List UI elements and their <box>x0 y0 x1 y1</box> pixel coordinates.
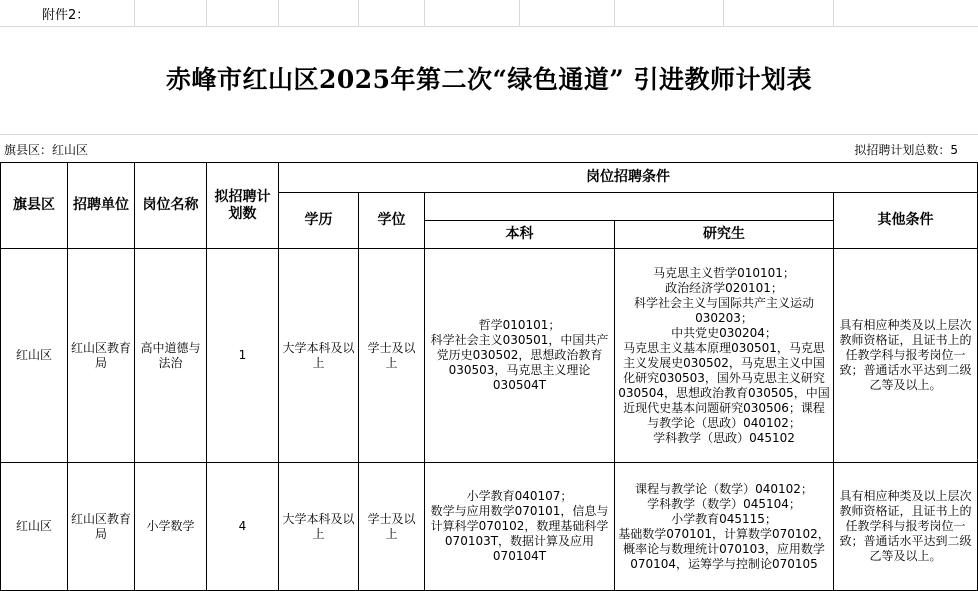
header-conditions: 岗位招聘条件 <box>279 163 978 193</box>
info-strip <box>0 134 978 163</box>
cell-graduate-majors: 课程与教学论（数学）040102； 学科教学（数学）045104； 小学教育045115； 基础数学070101，计算数学070102，概率论与数理统计070103，应用数学070104，运筹学与控制论070105 <box>615 463 834 591</box>
header-county: 旗县区 <box>1 163 68 249</box>
header-degree: 学位 <box>359 193 425 249</box>
table-row <box>1 463 978 591</box>
cell-count: 4 <box>207 463 279 591</box>
header-undergrad: 本科 <box>425 221 615 249</box>
cell-degree: 学士及以上 <box>359 463 425 591</box>
page-title: 赤峰市红山区2025年第二次“绿色通道” 引进教师计划表 <box>165 65 813 94</box>
cell-undergrad-majors: 小学教育040107； 数学与应用数学070101，信息与计算科学070102，数理基础科学070103T，数据计算及应用070104T <box>425 463 615 591</box>
cell-county: 红山区 <box>1 249 68 463</box>
cell-undergrad-majors: 哲学010101； 科学社会主义030501，中国共产党历史030502，思想政治教育030503，马克思主义理论030504T <box>425 249 615 463</box>
cell-county: 红山区 <box>1 463 68 591</box>
table-row <box>1 249 978 463</box>
cell-unit: 红山区教育局 <box>68 249 135 463</box>
header-count: 拟招聘计划数 <box>207 163 279 249</box>
cell-graduate-majors: 马克思主义哲学010101； 政治经济学020101； 科学社会主义与国际共产主义运动030203； 中共党史030204； 马克思主义基本原理030501，马克思主义发展史030502，马克思主义中国化研究030503，国外马克思主义研究030504，思想政治教育030505，中国近现代史基本问题研究030506；课程与教学论（思政）040102； 学科教学（思政）045102 <box>615 249 834 463</box>
top-gridline-strip <box>0 0 978 27</box>
cell-other-conditions: 具有相应种类及以上层次教师资格证，且证书上的任教学科与报考岗位一致；普通话水平达到二级乙等及以上。 <box>834 463 978 591</box>
cell-position: 小学数学 <box>135 463 207 591</box>
header-position: 岗位名称 <box>135 163 207 249</box>
plan-total: 拟招聘计划总数：5 <box>854 143 958 157</box>
cell-count: 1 <box>207 249 279 463</box>
header-unit: 招聘单位 <box>68 163 135 249</box>
cell-education: 大学本科及以上 <box>279 463 359 591</box>
header-education: 学历 <box>279 193 359 249</box>
cell-position: 高中道德与法治 <box>135 249 207 463</box>
header-graduate: 研究生 <box>615 221 834 249</box>
cell-degree: 学士及以上 <box>359 249 425 463</box>
cell-unit: 红山区教育局 <box>68 463 135 591</box>
attachment-label: 附件2： <box>42 8 90 23</box>
recruitment-plan-table <box>0 162 978 591</box>
county-info: 旗县区：红山区 <box>4 143 89 157</box>
header-other: 其他条件 <box>834 193 978 249</box>
header-major-blank <box>425 193 834 221</box>
cell-other-conditions: 具有相应种类及以上层次教师资格证，且证书上的任教学科与报考岗位一致；普通话水平达到二级乙等及以上。 <box>834 249 978 463</box>
cell-education: 大学本科及以上 <box>279 249 359 463</box>
